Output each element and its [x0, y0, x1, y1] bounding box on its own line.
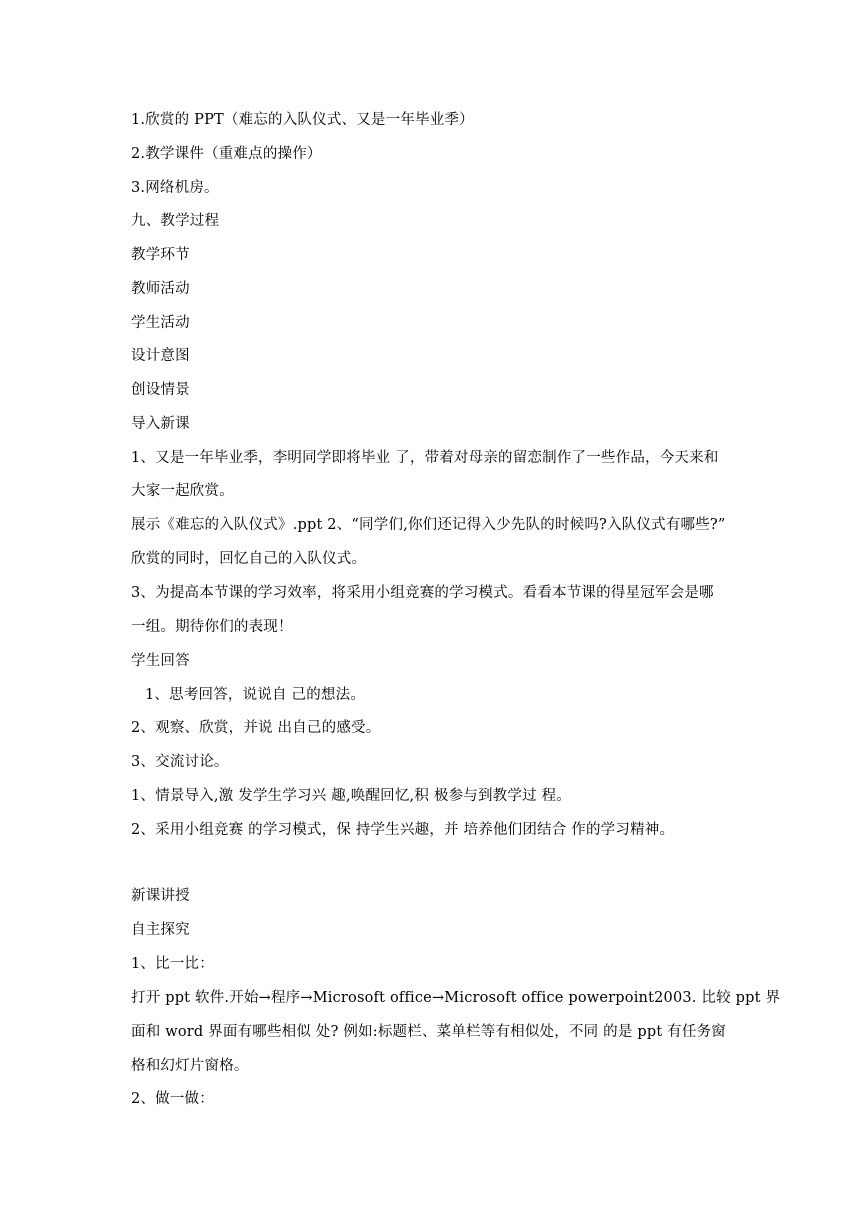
text-line: 设计意图 [131, 348, 190, 364]
text-line: 1、思考回答，说说自 己的想法。 [145, 687, 366, 703]
text-line: 3、交流讨论。 [131, 754, 229, 770]
text-line: 学生回答 [131, 653, 190, 669]
text-line: 创设情景 [131, 382, 190, 398]
text-line: 导入新课 [131, 416, 190, 432]
text-line: 学生活动 [131, 315, 190, 331]
text-line: 面和 word 界面有哪些相似 处? 例如:标题栏、菜单栏等有相似处，不同 的是 ppt 有任务窗 [131, 1024, 726, 1040]
text-line: 大家一起欣赏。 [131, 483, 234, 499]
text-line: 3.网络机房。 [131, 180, 219, 196]
text-line: 1.欣赏的 PPT（难忘的入队仪式、又是一年毕业季） [131, 112, 474, 128]
text-line: 欣赏的同时，回忆自己的入队仪式。 [131, 551, 367, 567]
text-line: 1、情景导入,激 发学生学习兴 趣,唤醒回忆,积 极参与到教学过 程。 [131, 788, 571, 804]
section-heading: 九、教学过程 [131, 213, 220, 229]
text-line: 自主探究 [131, 922, 190, 938]
text-line: 1、又是一年毕业季，李明同学即将毕业 了，带着对母亲的留恋制作了一些作品，今天来和 [131, 450, 719, 466]
text-line: 1、比一比： [131, 956, 214, 972]
text-line: 2、做一做： [131, 1091, 214, 1107]
text-line: 新课讲授 [131, 888, 190, 904]
text-line: 2、观察、欣赏，并说 出自己的感受。 [131, 720, 381, 736]
text-line: 教学环节 [131, 247, 190, 263]
text-line: 3、为提高本节课的学习效率，将采用小组竞赛的学习模式。看看本节课的得星冠军会是哪 [131, 585, 714, 601]
text-line: 2.教学课件（重难点的操作） [131, 146, 322, 162]
text-line: 一组。期待你们的表现！ [131, 619, 293, 635]
text-line: 打开 ppt 软件.开始→程序→Microsoft office→Microsoft office powerpoint2003. 比较 ppt 界 [131, 990, 781, 1006]
text-line: 2、采用小组竞赛 的学习模式，保 持学生兴趣，并 培养他们团结合 作的学习精神。 [131, 822, 675, 838]
text-line: 格和幻灯片窗格。 [131, 1058, 249, 1074]
text-line: 展示《难忘的入队仪式》.ppt 2、“同学们,你们还记得入少先队的时候吗?入队仪式有哪些?” [131, 517, 726, 533]
text-line: 教师活动 [131, 281, 190, 297]
